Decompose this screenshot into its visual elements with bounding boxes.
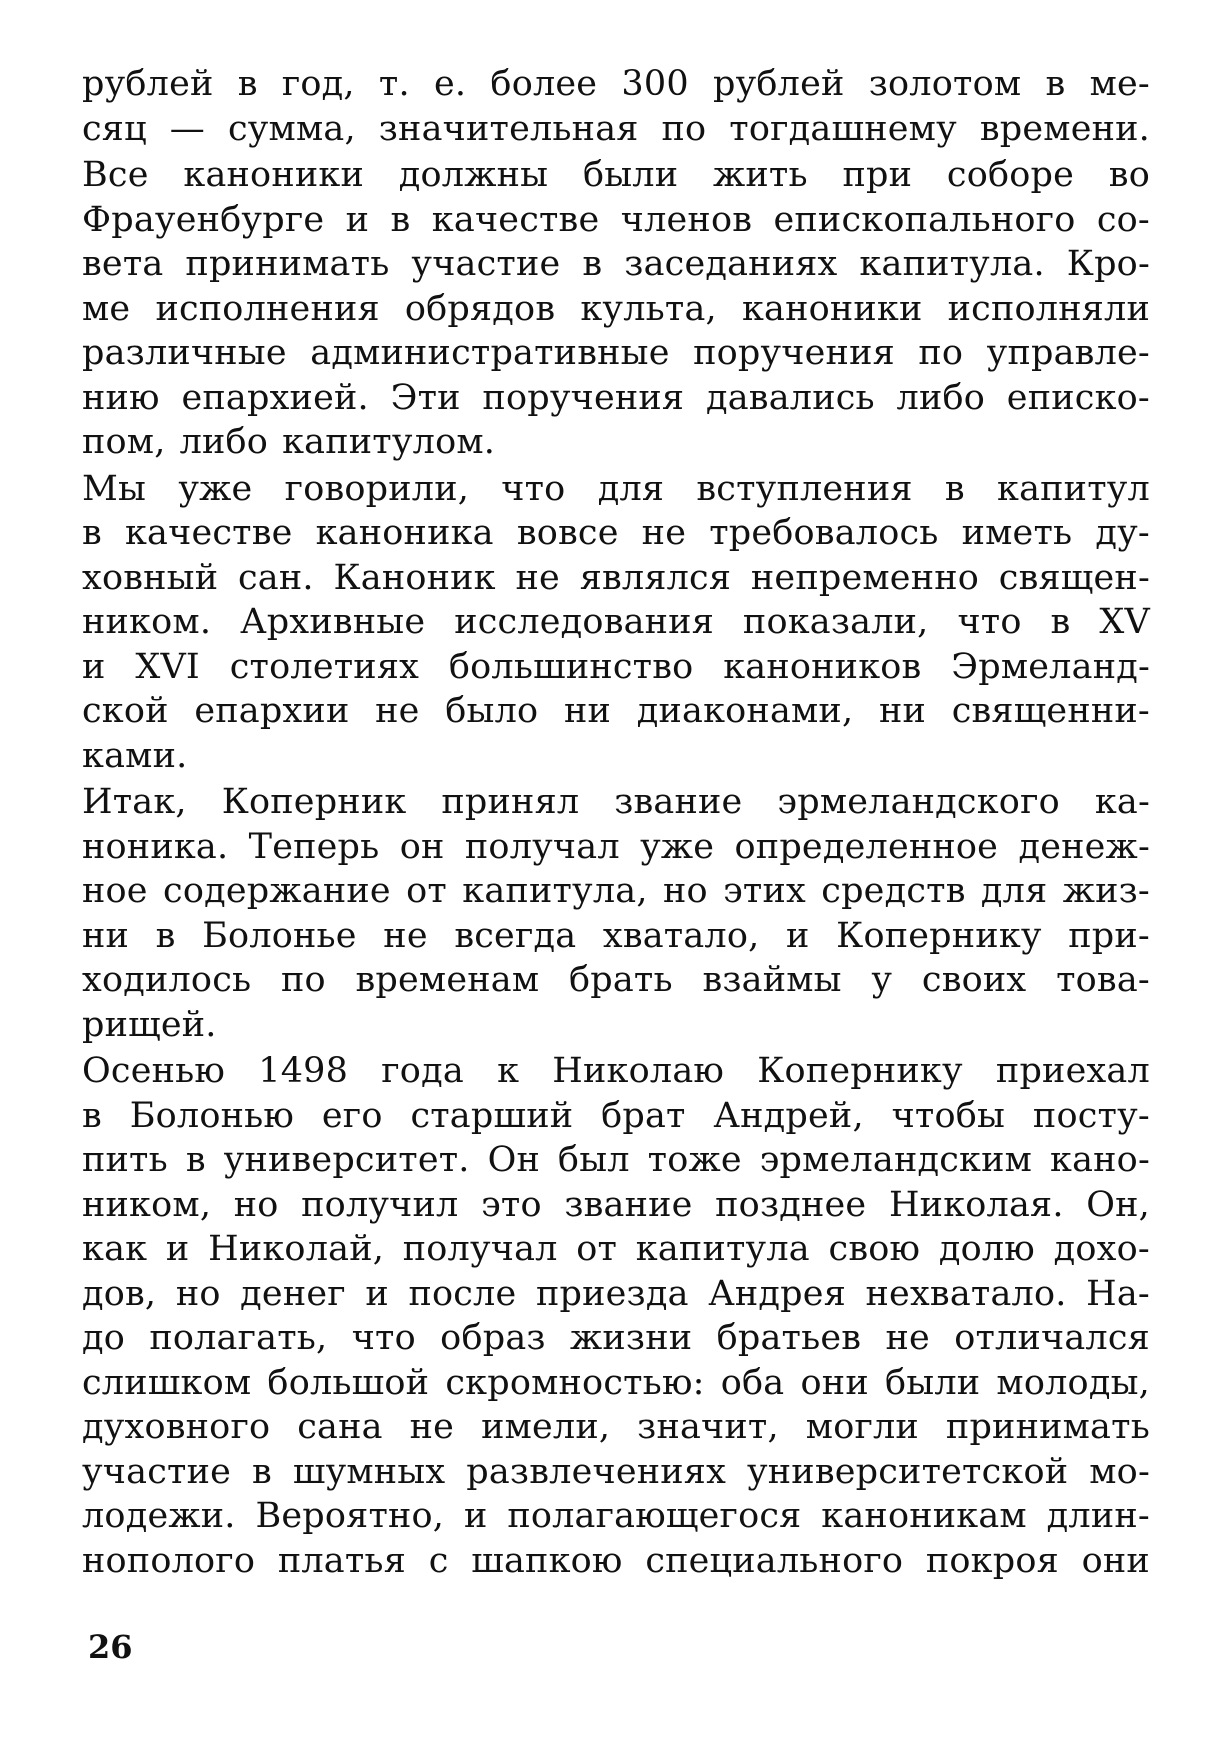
text-line: Осенью 1498 года к Николаю Копернику приехал <box>82 1051 1150 1091</box>
text-line: и XVI столетиях большинство каноников Эрмеланд- <box>82 646 1150 687</box>
text-line: в качестве каноника вовсе не требовалось иметь ду- <box>82 513 1150 553</box>
text-line: пом, либо капитулом. <box>82 422 496 462</box>
text-line: лодежи. Вероятно, и полагающегося каноникам длин- <box>82 1496 1150 1536</box>
text-line: сяц — сумма, значительная по тогдашнему времени. <box>82 108 1150 149</box>
text-line: Фрауенбурге и в качестве членов епископального со- <box>82 199 1150 240</box>
text-line: ками. <box>82 735 188 776</box>
text-line: ное содержание от капитула, но этих средств для жиз- <box>82 871 1150 911</box>
page-number: 26 <box>88 1628 133 1666</box>
text-line: слишком большой скромностью: оба они были молоды, <box>82 1362 1150 1403</box>
text-line: духовного сана не имели, значит, могли принимать <box>82 1407 1150 1447</box>
paragraph <box>82 780 1150 1047</box>
text-line: до полагать, что образ жизни братьев не отличался <box>82 1318 1150 1358</box>
text-line: ником. Архивные исследования показали, что в XV <box>82 602 1150 642</box>
text-line: ходилось по временам брать взаймы у своих това- <box>82 960 1150 1000</box>
page-text <box>82 62 1150 1583</box>
text-line: дов, но денег и после приезда Андрея нехватало. На- <box>82 1273 1150 1314</box>
text-line: ховный сан. Каноник не являлся непременно священ- <box>82 557 1150 598</box>
paragraph <box>82 62 1150 151</box>
text-line: нию епархией. Эти поручения давались либо еписко- <box>82 377 1150 418</box>
text-line: рублей в год, т. е. более 300 рублей золотом в ме- <box>82 64 1150 104</box>
text-line: пить в университет. Он был тоже эрмеландским кано- <box>82 1140 1150 1180</box>
text-line: ноника. Теперь он получал уже определенное денеж- <box>82 826 1150 867</box>
text-line: ни в Болонье не всегда хватало, и Копернику при- <box>82 915 1150 956</box>
text-line: Итак, Коперник принял звание эрмеландского ка- <box>82 782 1150 822</box>
paragraph <box>82 153 1150 465</box>
text-line: вета принимать участие в заседаниях капитула. Кро- <box>82 244 1150 284</box>
text-line: ской епархии не было ни диаконами, ни священни- <box>82 691 1150 731</box>
text-line: Все каноники должны были жить при соборе во <box>82 155 1150 195</box>
text-line: участие в шумных развлечениях университетской мо- <box>82 1451 1150 1492</box>
paragraph <box>82 467 1150 779</box>
text-line: в Болонью его старший брат Андрей, чтобы посту- <box>82 1095 1150 1136</box>
text-line: ником, но получил это звание позднее Николая. Он, <box>82 1184 1150 1225</box>
text-line: как и Николай, получал от капитула свою долю дохо- <box>82 1229 1150 1269</box>
text-line: ме исполнения обрядов культа, каноники исполняли <box>82 288 1150 329</box>
paragraph <box>82 1049 1150 1583</box>
text-line: различные административные поручения по управле- <box>82 333 1150 373</box>
text-line: Мы уже говорили, что для вступления в капитул <box>82 468 1150 509</box>
text-line: нополого платья с шапкою специального покроя они <box>82 1540 1150 1581</box>
text-line: рищей. <box>82 1004 217 1045</box>
